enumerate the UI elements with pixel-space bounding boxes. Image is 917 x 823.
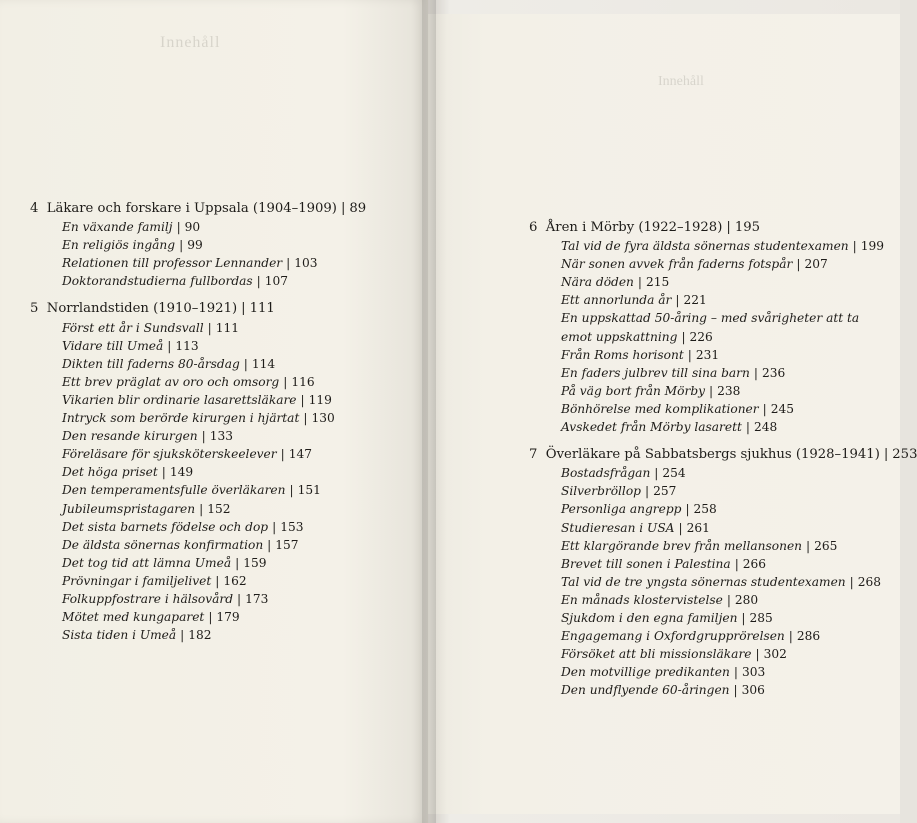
separator: | xyxy=(303,411,308,426)
separator: | xyxy=(237,591,242,606)
entry-title: Mötet med kungaparet xyxy=(62,610,205,625)
entry-page-number: 173 xyxy=(245,591,269,606)
entry-page-number: 258 xyxy=(693,502,717,517)
toc-entry xyxy=(529,573,917,591)
chapter-page-number: 253 xyxy=(892,447,917,463)
entry-page-number: 147 xyxy=(288,447,312,462)
separator: | xyxy=(241,301,246,317)
toc-entry xyxy=(30,427,366,445)
entry-title: Ett annorlunda år xyxy=(561,293,672,308)
separator: | xyxy=(741,610,746,625)
entry-title: De äldsta sönernas konfirmation xyxy=(62,537,264,552)
separator: | xyxy=(272,519,277,534)
chapter-number: 6 xyxy=(529,220,538,235)
separator: | xyxy=(176,220,181,235)
show-through-heading-right: Innehåll xyxy=(658,74,704,89)
toc-entry xyxy=(529,681,917,699)
entry-title: Folkuppfostrare i hälsovård xyxy=(62,591,234,606)
entry-title: Ett brev präglat av oro och omsorg xyxy=(62,374,280,389)
entry-title: Den resande kirurgen xyxy=(62,429,198,444)
entry-title: Bönhörelse med komplikationer xyxy=(561,401,759,416)
toc-entry xyxy=(529,237,917,255)
toc-entry xyxy=(30,319,366,337)
entry-title: En religiös ingång xyxy=(62,238,176,253)
entry-page-number: 179 xyxy=(216,610,240,625)
toc-entry xyxy=(30,445,366,463)
separator: | xyxy=(733,665,738,680)
separator: | xyxy=(726,592,731,607)
entry-title: Ett klargörande brev från mellansonen xyxy=(561,538,803,553)
toc-entry xyxy=(30,236,366,254)
entry-page-number: 133 xyxy=(209,429,234,444)
separator: | xyxy=(678,520,683,535)
entry-title: När sonen avvek från faderns fotspår xyxy=(561,257,793,272)
entry-page-number: 306 xyxy=(741,683,765,698)
separator: | xyxy=(180,628,185,643)
separator: | xyxy=(283,374,288,389)
entry-page-number: 245 xyxy=(770,401,794,416)
separator: | xyxy=(762,401,767,416)
toc-entry xyxy=(529,273,917,291)
entry-page-number: 157 xyxy=(275,537,299,552)
toc-entry xyxy=(529,464,917,482)
toc-entry xyxy=(30,500,366,518)
toc-entry xyxy=(529,591,917,609)
entry-page-number: 130 xyxy=(311,411,335,426)
chapter-page-number: 89 xyxy=(349,201,367,216)
separator: | xyxy=(788,629,793,644)
entry-title: Personliga angrepp xyxy=(561,502,682,517)
entry-title: Sjukdom i den egna familjen xyxy=(561,610,738,625)
toc-entry xyxy=(529,645,917,663)
entry-page-number: 226 xyxy=(689,329,713,344)
toc-entry xyxy=(529,382,917,400)
chapter-title: Överläkare på Sabbatsbergs sjukhus (1928–1941) xyxy=(545,447,880,463)
entry-page-number: 257 xyxy=(653,484,677,499)
chapter-number: 4 xyxy=(30,201,39,216)
chapter-title: Läkare och forskare i Uppsala (1904–1909) xyxy=(46,201,337,216)
entry-title: Vikarien blir ordinarie lasarettsläkare xyxy=(62,392,297,407)
entry-title: Det tog tid att lämna Umeå xyxy=(62,555,232,570)
toc-entry xyxy=(30,373,366,391)
separator: | xyxy=(208,610,213,625)
separator: | xyxy=(289,483,294,498)
entry-title: En växande familj xyxy=(62,220,173,235)
separator: | xyxy=(340,201,346,216)
book-gutter xyxy=(422,0,436,823)
entry-title: Den motvillige predikanten xyxy=(561,665,730,680)
separator: | xyxy=(685,502,690,517)
separator: | xyxy=(267,537,272,552)
toc-chapter xyxy=(30,200,366,218)
separator: | xyxy=(199,501,204,516)
entry-page-number: 90 xyxy=(184,220,201,235)
separator: | xyxy=(852,239,857,254)
chapter-page-number: 111 xyxy=(249,301,275,317)
chapter-number: 5 xyxy=(30,301,39,317)
toc-entry xyxy=(30,481,366,499)
entry-title: Från Roms horisont xyxy=(561,347,684,362)
entry-page-number: 207 xyxy=(804,257,828,272)
entry-title: Försöket att bli missionsläkare xyxy=(561,647,752,662)
entry-page-number: 261 xyxy=(686,520,710,535)
separator: | xyxy=(806,538,811,553)
toc-entry xyxy=(529,482,917,500)
separator: | xyxy=(849,574,854,589)
chapter-title: Norrlandstiden (1910–1921) xyxy=(46,301,238,317)
separator: | xyxy=(681,329,686,344)
toc-chapter xyxy=(30,300,366,318)
entry-title: Bostadsfrågan xyxy=(561,466,651,481)
toc-entry xyxy=(529,555,917,573)
entry-page-number: 286 xyxy=(796,629,821,644)
entry-page-number: 107 xyxy=(264,274,289,289)
toc-entry xyxy=(30,626,366,644)
toc-entry xyxy=(529,500,917,518)
toc-entry xyxy=(30,554,366,572)
separator: | xyxy=(215,573,220,588)
show-through-heading-left: Innehåll xyxy=(160,34,221,51)
toc-entry xyxy=(529,609,917,627)
separator: | xyxy=(637,275,643,290)
toc-entry xyxy=(30,536,366,554)
entry-page-number: 238 xyxy=(717,383,741,398)
entry-title: Dikten till faderns 80-årsdag xyxy=(62,356,240,371)
separator: | xyxy=(161,465,166,480)
entry-page-number: 248 xyxy=(754,420,778,435)
separator: | xyxy=(755,647,760,662)
toc-entry xyxy=(30,409,366,427)
entry-page-number: 162 xyxy=(223,573,247,588)
separator: | xyxy=(207,320,212,335)
toc-entry xyxy=(529,663,917,681)
entry-page-number: 285 xyxy=(749,610,773,625)
entry-page-number: 302 xyxy=(763,647,787,662)
entry-page-number: 116 xyxy=(291,374,315,389)
toc-entry xyxy=(529,400,917,418)
entry-title: Tal vid de tre yngsta sönernas studentexamen xyxy=(561,574,846,589)
toc-entry xyxy=(30,463,366,481)
toc-chapter xyxy=(529,219,917,237)
toc-entry xyxy=(529,255,917,273)
separator: | xyxy=(256,274,261,289)
entry-page-number: 111 xyxy=(215,320,240,335)
separator: | xyxy=(796,257,801,272)
toc-entry xyxy=(529,519,917,537)
toc-entry xyxy=(529,627,917,645)
entry-title: Sista tiden i Umeå xyxy=(62,628,177,643)
toc-entry xyxy=(529,346,917,364)
entry-page-number: 152 xyxy=(207,501,231,516)
entry-title: En månads klostervistelse xyxy=(561,592,723,607)
entry-title: Nära döden xyxy=(561,275,634,290)
toc-entry xyxy=(30,272,366,290)
entry-page-number: 113 xyxy=(175,338,199,353)
entry-page-number: 221 xyxy=(683,293,707,308)
entry-page-number: 303 xyxy=(741,665,766,680)
separator: | xyxy=(675,293,680,308)
entry-title: Brevet till sonen i Palestina xyxy=(561,556,731,571)
entry-page-number: 182 xyxy=(188,628,212,643)
entry-title: En uppskattad 50-åring – med svårigheter att ta emot uppskattning xyxy=(561,311,860,344)
entry-page-number: 236 xyxy=(761,365,786,380)
toc-entry xyxy=(529,418,917,436)
toc-entry xyxy=(30,254,366,272)
toc-entry xyxy=(30,337,366,355)
toc-entry xyxy=(529,364,917,382)
entry-title: Doktorandstudierna fullbordas xyxy=(62,274,253,289)
entry-page-number: 266 xyxy=(742,556,767,571)
entry-title: Det höga priset xyxy=(62,465,158,480)
entry-title: Avskedet från Mörby lasarett xyxy=(561,420,742,435)
toc-chapter xyxy=(529,446,917,464)
separator: | xyxy=(745,420,750,435)
entry-title: På väg bort från Mörby xyxy=(561,383,706,398)
entry-page-number: 231 xyxy=(695,347,720,362)
entry-title: Föreläsare för sjuksköterskeelever xyxy=(62,447,277,462)
entry-title: Den undflyende 60-åringen xyxy=(561,683,730,698)
separator: | xyxy=(167,338,172,353)
toc-entry xyxy=(529,291,917,309)
separator: | xyxy=(179,238,184,253)
separator: | xyxy=(286,256,291,271)
chapter-number: 7 xyxy=(529,447,538,463)
toc-right-column xyxy=(529,219,917,699)
entry-title: En faders julbrev till sina barn xyxy=(561,365,750,380)
entry-title: Det sista barnets födelse och dop xyxy=(62,519,269,534)
entry-title: Vidare till Umeå xyxy=(62,338,164,353)
entry-page-number: 159 xyxy=(243,555,267,570)
separator: | xyxy=(280,447,285,462)
toc-left-column xyxy=(30,200,366,644)
entry-page-number: 280 xyxy=(734,592,759,607)
entry-title: Den temperamentsfulle överläkaren xyxy=(62,483,286,498)
entry-title: Engagemang i Oxfordgrupprörelsen xyxy=(561,629,785,644)
toc-entry xyxy=(529,309,861,345)
entry-title: Silverbröllop xyxy=(561,484,641,499)
entry-title: Tal vid de fyra äldsta sönernas studentexamen xyxy=(561,239,849,254)
separator: | xyxy=(235,555,240,570)
separator: | xyxy=(654,466,659,481)
separator: | xyxy=(709,383,714,398)
entry-page-number: 119 xyxy=(308,392,332,407)
separator: | xyxy=(687,347,692,362)
separator: | xyxy=(243,356,248,371)
entry-page-number: 114 xyxy=(251,356,276,371)
entry-page-number: 153 xyxy=(280,519,304,534)
separator: | xyxy=(726,220,731,235)
separator: | xyxy=(644,484,650,499)
entry-title: Relationen till professor Lennander xyxy=(62,256,283,271)
toc-entry xyxy=(30,355,366,373)
separator: | xyxy=(201,429,206,444)
entry-page-number: 103 xyxy=(294,256,318,271)
entry-page-number: 151 xyxy=(297,483,321,498)
toc-entry xyxy=(30,391,366,409)
entry-page-number: 268 xyxy=(857,574,882,589)
toc-entry xyxy=(30,572,366,590)
separator: | xyxy=(753,365,758,380)
toc-entry xyxy=(30,218,366,236)
toc-entry xyxy=(30,590,366,608)
toc-entry xyxy=(529,537,917,555)
entry-title: Jubileumspristagaren xyxy=(62,501,196,516)
entry-title: Intryck som berörde kirurgen i hjärtat xyxy=(62,411,300,426)
entry-page-number: 265 xyxy=(814,538,838,553)
entry-title: Prövningar i familjelivet xyxy=(62,573,212,588)
toc-entry xyxy=(30,608,366,626)
entry-page-number: 215 xyxy=(646,275,670,290)
separator: | xyxy=(734,556,739,571)
chapter-page-number: 195 xyxy=(734,220,760,235)
entry-page-number: 99 xyxy=(187,238,203,253)
separator: | xyxy=(300,392,305,407)
chapter-title: Åren i Mörby (1922–1928) xyxy=(545,220,723,235)
toc-entry xyxy=(30,518,366,536)
entry-page-number: 254 xyxy=(662,466,686,481)
entry-title: Studieresan i USA xyxy=(561,520,675,535)
entry-title: Först ett år i Sundsvall xyxy=(62,320,204,335)
entry-page-number: 149 xyxy=(169,465,194,480)
entry-page-number: 199 xyxy=(860,239,885,254)
separator: | xyxy=(883,447,889,463)
separator: | xyxy=(733,683,738,698)
